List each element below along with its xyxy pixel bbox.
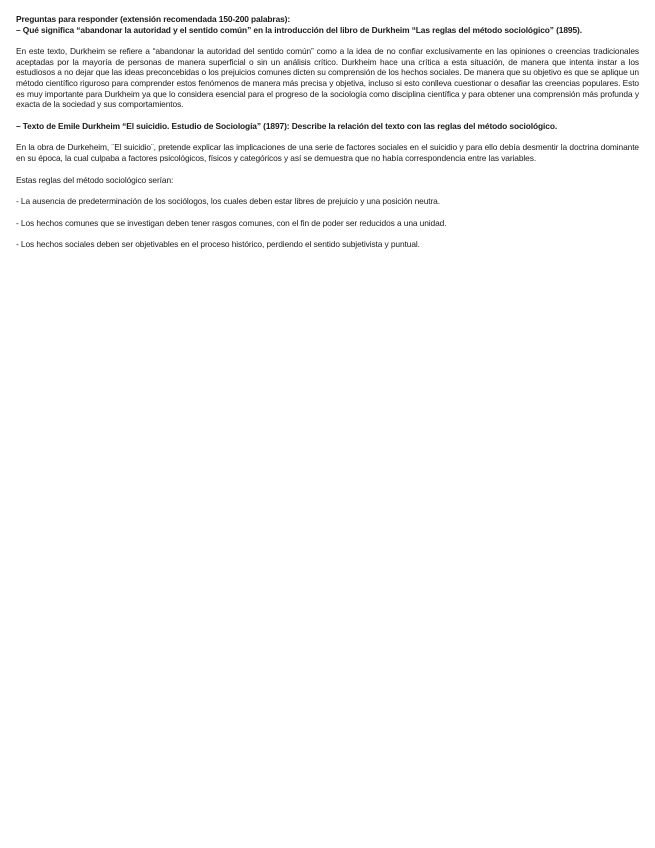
document-page — [16, 14, 639, 250]
spacer — [16, 110, 639, 121]
spacer — [16, 131, 639, 142]
rule-item: - Los hechos comunes que se investigan deben tener rasgos comunes, con el fin de poder ser reducidos a una unidad. — [16, 217, 447, 228]
answer-1-paragraph: En este texto, Durkheim se refiere a “abandonar la autoridad del sentido común” como a la idea de no confiar exclusivamente en las opiniones o creencias tradicionales aceptadas por la mayoría de personas de manera superficial o sin un análisis crítico. Durkheim hace una crítica a esta situación, de manera que intenta instar a los estudiosos a no dejar que las ideas preconcebidas o los prejuicios comunes dicten su comprensión de los hechos sociales. De manera que su objetivo es que se aplique un método científico riguroso para comprender estos fenómenos de manera más precisa y objetiva, incluso si esto conlleva cuestionar o desafiar las creencias populares. Esto es muy importante para Durkheim ya que lo considera esencial para el progreso de la sociología como disciplina científica y para obtener una comprensión más profunda y exacta de la sociedad y sus comportamientos. — [16, 46, 639, 110]
rule-item: - La ausencia de predeterminación de los sociólogos, los cuales deben estar libres de prejuicio y una posición neutra. — [16, 196, 440, 207]
spacer — [16, 228, 639, 239]
rule-item: - Los hechos sociales deben ser objetivables en el proceso histórico, perdiendo el sentido subjetivista y puntual. — [16, 239, 420, 250]
spacer — [16, 185, 639, 196]
spacer — [16, 35, 639, 46]
question-1: – Qué significa “abandonar la autoridad y el sentido común” en la introducción del libro de Durkheim “Las reglas del método sociológico” (1895). — [16, 24, 582, 35]
rules-intro: Estas reglas del método sociológico serían: — [16, 174, 174, 185]
spacer — [16, 207, 639, 218]
question-2: – Texto de Emile Durkheim “El suicidio. Estudio de Sociología” (1897): Describe la relación del texto con las reglas del método sociológico. — [16, 120, 558, 131]
answer-2-paragraph: En la obra de Durkeheim, ¨El suicidio¨, pretende explicar las implicaciones de una serie de factores sociales en el suicidio y para ello debía desmentir la doctrina dominante en su época, la cual culpaba a factores psicológicos, físicos y categóricos y así se demuestra que no había correspondencia entre las variables. — [16, 142, 639, 163]
spacer — [16, 164, 639, 175]
instructions-heading: Preguntas para responder (extensión recomendada 150-200 palabras): — [16, 14, 291, 24]
